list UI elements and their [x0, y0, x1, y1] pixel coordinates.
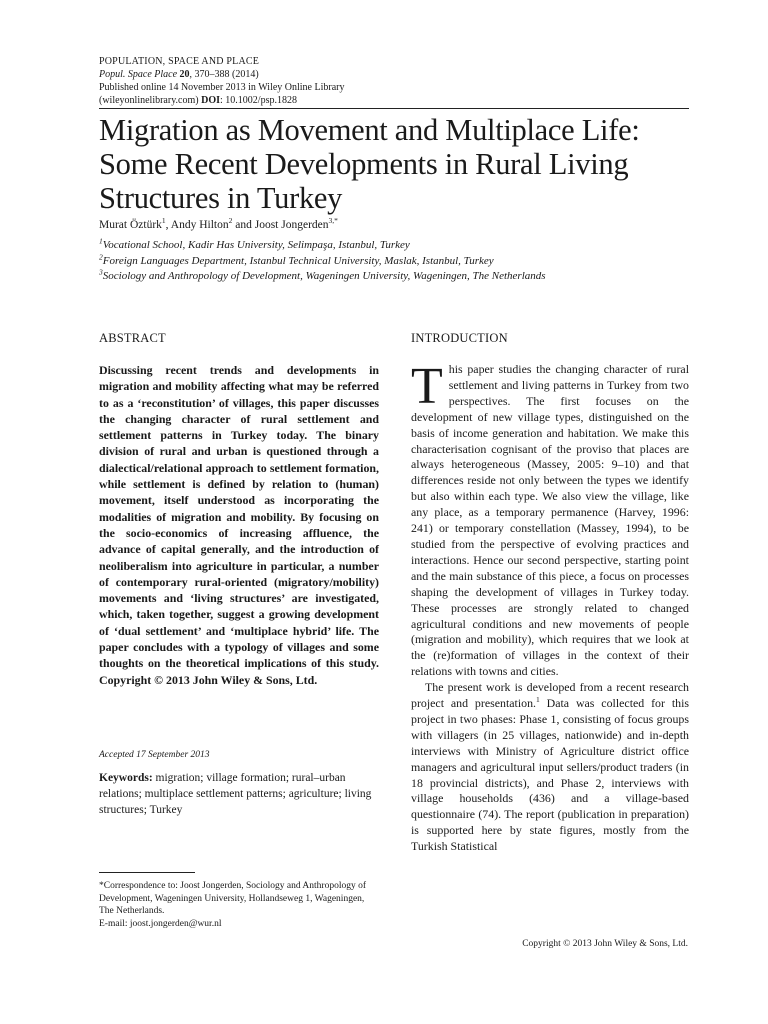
author-affil-ref: 1 — [161, 216, 166, 226]
doi-label: DOI — [201, 95, 221, 106]
affiliation-2 — [99, 252, 494, 267]
citation-line — [99, 69, 259, 82]
introduction-body — [411, 358, 689, 855]
intro-paragraph-1 — [411, 358, 689, 680]
abstract-heading: ABSTRACT — [99, 331, 166, 345]
intro-paragraph-1-text: his paper studies the changing character of rural settlement and living patterns in Turkey from two perspectives. The first focuses on the development of new village types, distinguished on the basis of income generation and habitation. We make this characterisation cognisant of the proviso that places are always heterogeneous (Massey, 2005: 9–10) and that differences reside not only between the types we identify but also within each type. We also view the village, like any place, as a temporary permanence (Harvey, 1996: 241) or temporary constellation (Massey, 1994), to be studied from the perspective of evolving practices and interactions. Hence our second perspective, starting point and the main substance of this piece, a focus on processes shaping the development of villages in Turkey today. These processes are strongly related to changed agricultural conditions and new movements of people (migration and mobility), which requires that we look at the (re)formation of villages in the context of their relations with towns and cities. — [411, 362, 689, 679]
abstract-body: Discussing recent trends and developments in migration and mobility affecting what may be referred to as a ‘reconstitution’ of villages, this paper discusses the changing character of rural settlement and settlement patterns in Turkey today. The binary division of rural and urban is questioned through a dialectical/relational approach to settlement formation, while settlement is defined by relation to (human) movement, itself understood as incorporating the modalities of migration and mobility. By focusing on the socio-economics of increasing affluence, the advance of capital generally, and the introduction of neoliberalism into agriculture in particular, a number of contemporary rural-oriented (migratory/mobility) movements and ‘living structures’ are investigated, which, taken together, suggest a growing development of ‘dual settlement’ and ‘multiplace hybrid’ life. The paper concludes with a typology of villages and some thoughts on the theoretical implications of this study. Copyright © 2013 John Wiley & Sons, Ltd. — [99, 363, 379, 687]
affiliation-number: 2 — [99, 252, 103, 262]
citation-journal: Popul. Space Place — [99, 69, 178, 80]
accepted-date: Accepted 17 September 2013 — [99, 750, 210, 760]
citation-volume: 20 — [179, 69, 190, 80]
correspondence-text: *Correspondence to: Joost Jongerden, Sociology and Anthropology of Development, Wageningen University, Hollandseweg 1, Wageningen, The Netherlands. — [99, 881, 367, 916]
library-text: (wileyonlinelibrary.com) — [99, 95, 202, 106]
doi-value[interactable]: : 10.1002/psp.1828 — [220, 95, 297, 106]
affiliation-text: Vocational School, Kadir Has University, Selimpaşa, Istanbul, Turkey — [102, 239, 410, 251]
citation-pages: , 370–388 (2014) — [189, 69, 259, 80]
author-separator: , — [165, 219, 171, 231]
correspondence-footnote — [99, 880, 381, 930]
affiliation-number: 3 — [99, 267, 103, 277]
paper-title: Migration as Movement and Multiplace Life: Some Recent Developments in Rural Living Structures in Turkey — [99, 113, 640, 215]
intro-paragraph-2-text-a: The present work is developed from a recent research project and presentation. — [411, 680, 689, 711]
author-affil-ref: 3,* — [328, 216, 338, 226]
affiliation-1 — [99, 236, 410, 251]
keywords-text: migration; village formation; rural–urban relations; multiplace settlement patterns; agriculture; living structures; Turkey — [99, 772, 372, 816]
keywords-label: Keywords: — [99, 772, 153, 784]
header-rule — [99, 108, 689, 109]
affiliation-3 — [99, 267, 546, 282]
footnote-rule — [99, 872, 195, 873]
copyright-footer: Copyright © 2013 John Wiley & Sons, Ltd. — [522, 939, 688, 949]
affiliation-text: Foreign Languages Department, Istanbul Technical University, Maslak, Istanbul, Turkey — [102, 255, 494, 267]
affiliation-number: 1 — [99, 236, 103, 246]
intro-paragraph-2-text-b: Data was collected for this project in two phases: Phase 1, consisting of focus groups with villagers (in 25 villages, nationwide) and in-depth interviews with Ministry of Agriculture district office managers and agricultural input sellers/product traders (in 18 provincial districts), and Phase 2, interviews with village households (436) and a village-based questionnaire (74). The report (publication in preparation) is supported here by state figures, mostly from the Turkish Statistical — [411, 696, 689, 854]
author-list — [99, 216, 338, 231]
author-affil-ref: 2 — [228, 216, 233, 226]
publication-line: Published online 14 November 2013 in Wiley Online Library — [99, 82, 345, 93]
keywords — [99, 770, 379, 818]
affiliation-text: Sociology and Anthropology of Development, Wageningen University, Wageningen, The Netherlands — [102, 270, 546, 282]
footnote-ref[interactable]: 1 — [536, 695, 540, 705]
author-name: Andy Hilton — [170, 219, 229, 231]
correspondence-email[interactable]: E-mail: joost.jongerden@wur.nl — [99, 918, 222, 929]
journal-name: POPULATION, SPACE AND PLACE — [99, 56, 260, 67]
intro-paragraph-2 — [411, 680, 689, 855]
author-separator: and — [232, 219, 255, 231]
doi-line — [99, 95, 297, 108]
author-name: Murat Öztürk — [99, 219, 162, 231]
author-name: Joost Jongerden — [254, 219, 329, 231]
drop-cap: T — [411, 358, 443, 415]
introduction-heading: INTRODUCTION — [411, 331, 508, 345]
